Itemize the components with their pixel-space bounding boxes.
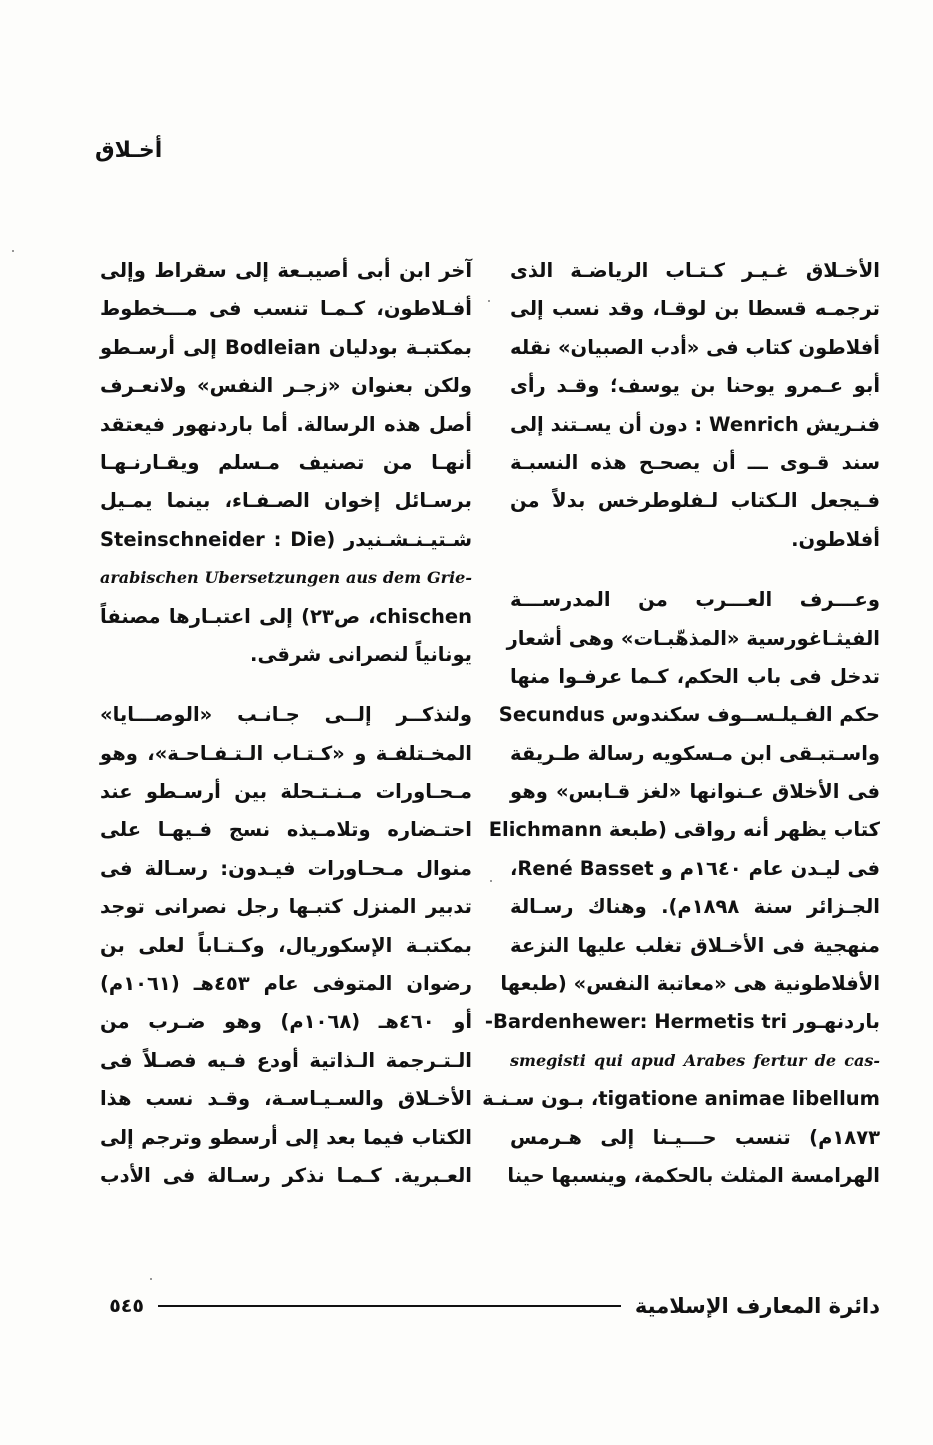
text-line: رضوان المتوفى عام ٤٥٣هـ (١٠٦١م) xyxy=(100,972,472,996)
running-header-title: أخـلاق xyxy=(95,138,163,163)
text-line: الأخـلاق غـيـر كـتـاب الرياضـة الذى xyxy=(510,259,880,282)
text-line: فنـريش Wenrich : دون أن يسـتند إلى xyxy=(510,412,881,436)
text-line: ولنذكــر إلــى جـانـب «الوصـــايا» xyxy=(100,703,472,727)
text-line: ولكن بعنوان «زجـر النفس» ولانعـرف xyxy=(100,374,472,398)
text-line: آخر ابن أبى أصيبـعة إلى سقراط وإلى xyxy=(100,259,472,282)
scan-speck xyxy=(490,880,492,882)
publication-title: دائرة المعارف الإسلامية xyxy=(634,1294,880,1318)
text-line: أو ٤٦٠هـ (١٠٦٨م) وهو ضـرب من xyxy=(100,1010,473,1034)
text-line: وعـــرف العـــرب من المدرســـة xyxy=(510,588,880,612)
text-line: أفـلاطون، كـمـا تنسب فى مـــخطوط xyxy=(100,297,472,321)
footer-rule xyxy=(158,1305,621,1307)
scan-speck xyxy=(12,250,14,252)
text-line: أنهـا من تصنيف مـسلم ويقـارنـهـا xyxy=(100,450,472,474)
text-line: منوال مـحـاورات فيـدون: رسـالة فى xyxy=(100,856,472,880)
text-line: بمكتبـة الإسكوريال، وكـتـاباً لعلى بن xyxy=(100,933,472,957)
text-line: شـتيـنـشـنيدر (Steinschneider : Die xyxy=(100,527,472,551)
text-line: أبو عـمرو يوحنا بن يوسف؛ وقـد رأى xyxy=(510,374,880,398)
text-line: أفلاطون. xyxy=(791,527,880,551)
text-line: كتاب يظهر أنه رواقى (طبعة Elichmann xyxy=(488,818,880,842)
text-line: ١٨٧٣م) تنسب حـــيـنا إلى هـرمس xyxy=(510,1125,880,1149)
text-line: فـيجعل الـكتاب لـفلوطرخس بدلاً من xyxy=(510,489,880,513)
text-line: الكتاب فيما بعد إلى أرسطو وترجم إلى xyxy=(100,1125,472,1149)
text-line: tigatione animae libellum، بـون سـنـة xyxy=(482,1087,880,1111)
text-line: الهرامسة المثلث بالحكمة، وينسبها حينا xyxy=(507,1163,880,1187)
text-line: فى الأخلاق عـنوانها «لغز قـابس» وهو xyxy=(510,780,880,804)
paragraph-gap xyxy=(510,559,880,581)
text-line: تدبير المنزل كتبـها رجل نصرانى توجد xyxy=(100,895,472,919)
text-line: واسـتبـقى ابن مـسكويه رسالة طـريقة xyxy=(510,741,880,765)
paragraph-gap xyxy=(100,674,472,696)
text-line: ترجمـه قسطا بن لوقـا، وقد نسب إلى xyxy=(510,297,880,321)
text-line: منهجية فى الأخـلاق تغلب عليها النزعة xyxy=(510,933,880,957)
text-line: يونانياً لنصرانى شرقى. xyxy=(250,642,472,666)
text-line: الأفلاطونية هى «معاتبة النفس» (طبعها xyxy=(500,972,880,996)
text-line: تدخل فى باب الحكم، كـما عرفـوا منها xyxy=(510,664,880,688)
text-line: الجـزائر سنة ١٨٩٨م). وهناك رسـالة xyxy=(510,895,880,919)
text-line: حكم الفـيلـســوف سكندوس Secundus xyxy=(498,703,880,727)
page-footer xyxy=(98,1288,880,1324)
text-line: مـحـاورات مـنـتـحلة بين أرسـطو عند xyxy=(100,780,472,804)
text-line: باردنهـور Bardenhewer: Hermetis tri- xyxy=(484,1010,880,1034)
text-line: أصل هذه الرسالة. أما باردنهور فيعتقد xyxy=(100,412,472,436)
text-line: المخـتلفـة و «كـتـاب الـتـفـاحـة»، وهو xyxy=(100,741,472,765)
text-line-latin: smegisti qui apud Arabes fertur de cas- xyxy=(510,1050,880,1070)
text-line: احتـضاره وتلامـيذه نسج فـيهـا على xyxy=(100,818,472,842)
scan-speck xyxy=(150,1278,152,1280)
left-column xyxy=(100,252,472,1195)
text-line: الأخـلاق والسـيـاسـة، وقـد نسب هذا xyxy=(100,1087,472,1111)
right-column xyxy=(482,252,881,1195)
scan-speck xyxy=(488,300,490,302)
text-line: العـبرية. كـمـا نذكر رسـالة فى الأدب xyxy=(100,1163,472,1187)
text-line: chischen، ص٢٣) إلى اعتبـارها مصنفاً xyxy=(100,604,472,628)
text-line: فى ليـدن عام ١٦٤٠م و René Basset، xyxy=(510,856,881,880)
text-line: الـتـرجمة الـذاتية أودع فـيه فصـلاً فى xyxy=(100,1048,472,1072)
text-line-latin: arabischen Ubersetzungen aus dem Grie- xyxy=(100,568,472,588)
text-line: الفيثـاغورسية «المذهّبـات» وهى أشعار xyxy=(506,626,880,650)
text-line: برسـائل إخوان الصـفـاء، بينما يمـيل xyxy=(100,489,472,513)
text-line: أفلاطون كتاب فى «أدب الصبيان» نقله xyxy=(510,335,880,359)
text-line: سند قـوى ـــ أن يصحـح هذه النسبـة xyxy=(510,450,880,474)
page-number: ٥٤٥ xyxy=(109,1295,144,1317)
text-line: بمكتبـة بودليان Bodleian إلى أرسـطو xyxy=(100,335,472,359)
